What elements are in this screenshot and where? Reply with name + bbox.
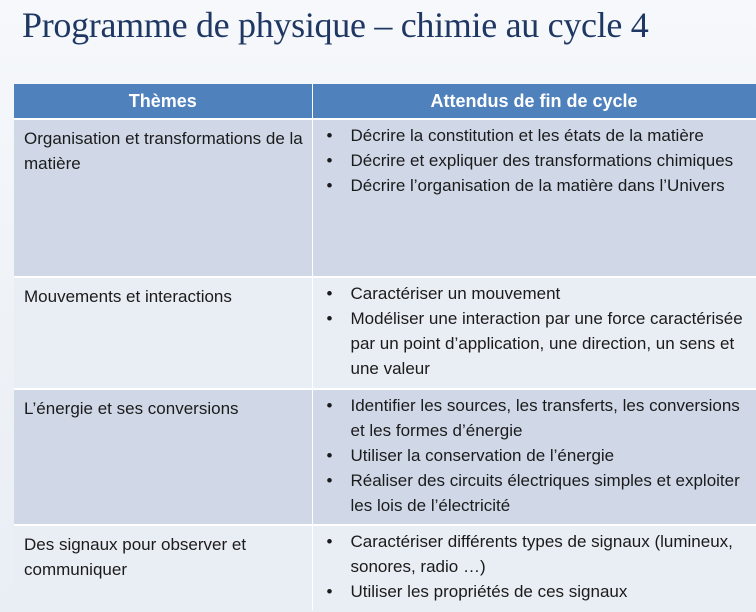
bullet-icon: • bbox=[326, 446, 333, 465]
slide-title: Programme de physique – chimie au cycle 4 bbox=[22, 5, 649, 45]
goal-text: Décrire l’organisation de la matière dans l’Univers bbox=[350, 176, 725, 195]
program-table bbox=[14, 84, 756, 610]
goal-item bbox=[321, 148, 751, 173]
goal-item bbox=[321, 468, 751, 518]
goal-text: Réaliser des circuits électriques simples et exploiter les lois de l’électricité bbox=[350, 471, 740, 515]
theme-cell: L’énergie et ses conversions bbox=[14, 389, 312, 525]
goals-cell bbox=[312, 525, 756, 610]
bullet-icon: • bbox=[326, 151, 333, 170]
table-row bbox=[14, 525, 756, 610]
goals-cell bbox=[312, 389, 756, 525]
goal-item bbox=[321, 393, 751, 443]
bullet-icon: • bbox=[326, 284, 333, 303]
bullet-icon: • bbox=[326, 396, 333, 415]
goal-text: Caractériser un mouvement bbox=[350, 284, 561, 303]
goal-item bbox=[321, 306, 751, 381]
goals-list bbox=[321, 281, 751, 381]
goals-cell bbox=[312, 277, 756, 389]
goals-list bbox=[321, 529, 751, 604]
goal-item bbox=[321, 281, 751, 306]
header-attendus: Attendus de fin de cycle bbox=[312, 84, 756, 119]
table-header-row bbox=[14, 84, 756, 119]
goal-item bbox=[321, 173, 751, 198]
bullet-icon: • bbox=[326, 176, 333, 195]
goal-text: Décrire la constitution et les états de la matière bbox=[350, 126, 704, 145]
bullet-icon: • bbox=[326, 532, 333, 551]
theme-cell: Mouvements et interactions bbox=[14, 277, 312, 389]
goal-text: Utiliser la conservation de l’énergie bbox=[350, 446, 615, 465]
theme-cell: Organisation et transformations de la matière bbox=[14, 119, 312, 277]
goal-item bbox=[321, 123, 751, 148]
goals-cell bbox=[312, 119, 756, 277]
goals-list bbox=[321, 393, 751, 518]
goal-text: Utiliser les propriétés de ces signaux bbox=[350, 582, 628, 601]
table-row bbox=[14, 277, 756, 389]
goal-item bbox=[321, 529, 751, 579]
table-row bbox=[14, 389, 756, 525]
bullet-icon: • bbox=[326, 309, 333, 328]
goal-text: Caractériser différents types de signaux (lumineux, sonores, radio …) bbox=[350, 532, 733, 576]
goal-item bbox=[321, 443, 751, 468]
goal-text: Décrire et expliquer des transformations chimiques bbox=[350, 151, 734, 170]
goal-item bbox=[321, 579, 751, 604]
goal-text: Identifier les sources, les transferts, les conversions et les formes d’énergie bbox=[350, 396, 740, 440]
bullet-icon: • bbox=[326, 582, 333, 601]
goal-text: Modéliser une interaction par une force caractérisée par un point d’application, une direction, un sens et une valeur bbox=[350, 309, 743, 378]
bullet-icon: • bbox=[326, 126, 333, 145]
goals-list bbox=[321, 123, 751, 198]
bullet-icon: • bbox=[326, 471, 333, 490]
header-themes: Thèmes bbox=[14, 84, 312, 119]
table-row bbox=[14, 119, 756, 277]
theme-cell: Des signaux pour observer et communiquer bbox=[14, 525, 312, 610]
